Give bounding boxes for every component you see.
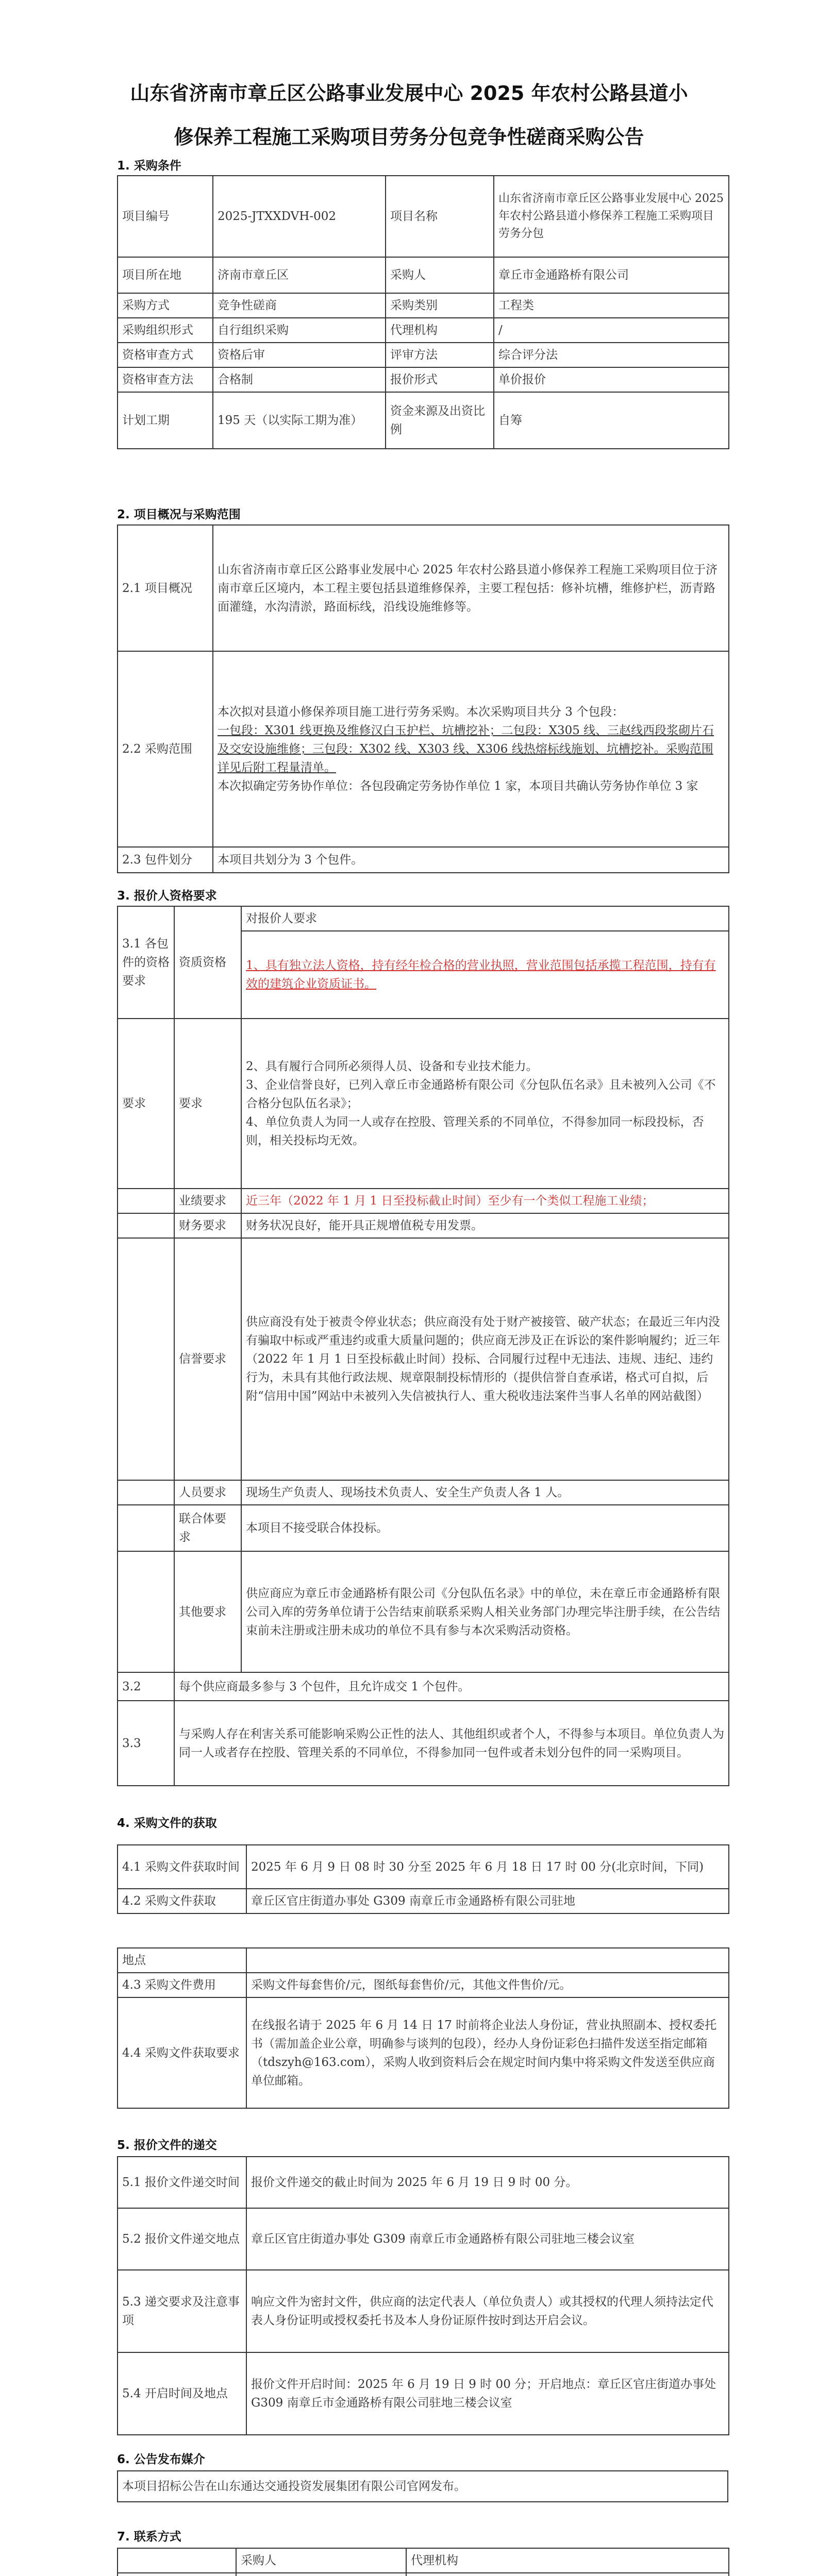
cell-value: 采购文件每套售价/元，图纸每套售价/元，其他文件售价/元。 bbox=[246, 1973, 729, 1997]
cell-sublabel: 其他要求 bbox=[174, 1551, 241, 1672]
title-line-2: 修保养工程施工采购项目劳务分包竞争性磋商采购公告 bbox=[174, 126, 644, 148]
table-row bbox=[118, 1889, 729, 1913]
cell-label: 3.3 bbox=[118, 1701, 174, 1786]
cell-value: 章丘区官庄街道办事处 G309 南章丘市金通路桥有限公司驻地三楼会议室 bbox=[246, 2208, 729, 2270]
cell-label: 采购组织形式 bbox=[118, 318, 213, 343]
cell-value bbox=[241, 1019, 729, 1189]
table-row bbox=[118, 1213, 729, 1238]
cell-label: 项目名称 bbox=[386, 176, 494, 257]
bid-submission-table bbox=[117, 2156, 729, 2435]
cell-value: 财务状况良好，能开具正规增值税专用发票。 bbox=[241, 1213, 729, 1238]
cell-value bbox=[236, 2573, 406, 2576]
table-row bbox=[118, 293, 729, 318]
cell-value: 本项目不接受联合体投标。 bbox=[241, 1505, 729, 1551]
table-row bbox=[118, 1505, 729, 1551]
cell-value: 现场生产负责人、现场技术负责人、安全生产负责人各 1 人。 bbox=[241, 1480, 729, 1505]
procurement-conditions-table bbox=[117, 175, 729, 449]
table-row bbox=[118, 343, 729, 367]
cell-value: 章丘区官庄街道办事处 G309 南章丘市金通路桥有限公司驻地 bbox=[246, 1889, 729, 1913]
cell-label: 地点 bbox=[118, 1948, 246, 1973]
table-row bbox=[118, 2208, 729, 2270]
cell-label bbox=[118, 2573, 236, 2576]
title-line-1: 山东省济南市章丘区公路事业发展中心 2025 年农村公路县道小 bbox=[130, 82, 688, 105]
cell-label: 4.3 采购文件费用 bbox=[118, 1973, 246, 1997]
cell-value: 2025-JTXXDVH-002 bbox=[213, 176, 386, 257]
cell-value: 供应商应为章丘市金通路桥有限公司《分包队伍名录》中的单位，未在章丘市金通路桥有限公司入库的劳务单位请于公告结束前联系采购人相关业务部门办理完毕注册手续，在公告结束前未注册或注册未成功的单位不具有参与本次采购活动资格。 bbox=[241, 1551, 729, 1672]
cell-value: 工程类 bbox=[494, 293, 729, 318]
cell-label: 计划工期 bbox=[118, 392, 213, 449]
table-row bbox=[118, 367, 729, 392]
cell-value: 综合评分法 bbox=[494, 343, 729, 367]
cell-sublabel: 财务要求 bbox=[174, 1213, 241, 1238]
cell-label: 5.3 递交要求及注意事项 bbox=[118, 2270, 246, 2352]
cell-value: 山东省济南市章丘区公路事业发展中心 2025 年农村公路县道小修保养工程施工采购项目位于济南市章丘区境内，本工程主要包括县道维修保养，主要工程包括：修补坑槽，维修护栏，沥青路面灌缝，水沟清淤，路面标线，沿线设施维修等。 bbox=[213, 525, 729, 651]
column-header: 采购人 bbox=[236, 2548, 406, 2573]
cell-value: 山东省济南市章丘区公路事业发展中心 2025 年农村公路县道小修保养工程施工采购项目劳务分包 bbox=[494, 176, 729, 257]
column-header: 代理机构 bbox=[406, 2548, 729, 2573]
cell-value: 本项目招标公告在山东通达交通投资发展集团有限公司官网发布。 bbox=[118, 2471, 728, 2502]
req-item-3: 3、企业信誉良好，已列入章丘市金通路桥有限公司《分包队伍名录》且未被列入公司《不合格分包队伍名录》； bbox=[246, 1078, 716, 1110]
cell-label: 采购方式 bbox=[118, 293, 213, 318]
table-row bbox=[118, 847, 729, 873]
table-row bbox=[118, 1238, 729, 1480]
scope-paragraph-2: 一包段：X301 线更换及维修汉白玉护栏、坑槽挖补；二包段：X305 线、三赵线西段浆砌片石及交安设施维修；三包段：X302 线、X303 线、X306 线热熔标线施划、坑槽挖补。采购范围详见后附工程量清单。 bbox=[218, 724, 714, 774]
qualification-table bbox=[117, 906, 729, 1786]
cell-value: / bbox=[494, 318, 729, 343]
cell-value: 自筹 bbox=[494, 392, 729, 449]
section-6-heading: 6. 公告发布媒介 bbox=[117, 2453, 205, 2466]
cell-label: 2.2 采购范围 bbox=[118, 651, 213, 847]
table-row bbox=[118, 1997, 729, 2108]
table-row bbox=[118, 1845, 729, 1889]
table-row bbox=[118, 176, 729, 257]
cell-label: 2.3 包件划分 bbox=[118, 847, 213, 873]
cell-label: 4.1 采购文件获取时间 bbox=[118, 1845, 246, 1889]
cell-value: 单价报价 bbox=[494, 367, 729, 392]
cell-value: 1、具有独立法人资格，持有经年检合格的营业执照，营业范围包括承揽工程范围，持有有效的建筑企业资质证书。 bbox=[241, 931, 729, 1019]
table-row bbox=[118, 257, 729, 293]
cell-label: 3.1 各包件的资格要求 bbox=[118, 906, 174, 1019]
table-row bbox=[118, 525, 729, 651]
cell-label: 资格审查方式 bbox=[118, 343, 213, 367]
cell-label: 资金来源及出资比例 bbox=[386, 392, 494, 449]
cell-label: 2.1 项目概况 bbox=[118, 525, 213, 651]
cell-sublabel: 业绩要求 bbox=[174, 1189, 241, 1213]
table-row bbox=[118, 392, 729, 449]
table-row bbox=[118, 651, 729, 847]
document-acquisition-table-a bbox=[117, 1844, 729, 1914]
cell-label: 报价形式 bbox=[386, 367, 494, 392]
cell-head: 对报价人要求 bbox=[241, 906, 729, 931]
cell-label: 要求 bbox=[118, 1019, 174, 1189]
section-1-heading: 1. 采购条件 bbox=[117, 159, 181, 173]
table-row bbox=[118, 2157, 729, 2208]
cell-value: 报价文件递交的截止时间为 2025 年 6 月 19 日 9 时 00 分。 bbox=[246, 2157, 729, 2208]
cell-value: 在线报名请于 2025 年 6 月 14 日 17 时前将企业法人身份证，营业执照副本、授权委托书（需加盖企业公章，明确参与谈判的包段），经办人身份证彩色扫描件发送至指定邮箱（tdszyh@163.com），采购人收到资料后会在规定时间内集中将采购文件发送至供应商单位邮箱。 bbox=[246, 1997, 729, 2108]
cell-value: 与采购人存在利害关系可能影响采购公正性的法人、其他组织或者个人，不得参与本项目。单位负责人为同一人或者存在控股、管理关系的不同单位，不得参加同一包件或者未划分包件的同一采购项目。 bbox=[174, 1701, 729, 1786]
cell-label: 4.2 采购文件获取 bbox=[118, 1889, 246, 1913]
cell-label: 项目所在地 bbox=[118, 257, 213, 293]
cell-label: 项目编号 bbox=[118, 176, 213, 257]
cell-value: 资格后审 bbox=[213, 343, 386, 367]
cell-value: 自行组织采购 bbox=[213, 318, 386, 343]
document-acquisition-table-b bbox=[117, 1947, 729, 2109]
table-row bbox=[118, 1019, 729, 1189]
scope-paragraph-3: 本次拟确定劳务协作单位：各包段确定劳务协作单位 1 家，本项目共确认劳务协作单位 3 家 bbox=[218, 779, 698, 793]
table-row bbox=[118, 2548, 729, 2573]
cell-label: 5.1 报价文件递交时间 bbox=[118, 2157, 246, 2208]
publication-media-table bbox=[117, 2470, 728, 2502]
cell-label: 采购人 bbox=[386, 257, 494, 293]
cell-label: 4.4 采购文件获取要求 bbox=[118, 1997, 246, 2108]
cell-value: 章丘市金通路桥有限公司 bbox=[494, 257, 729, 293]
table-row bbox=[118, 1701, 729, 1786]
cell-label: 5.2 报价文件递交地点 bbox=[118, 2208, 246, 2270]
cell-sublabel: 要求 bbox=[174, 1019, 241, 1189]
section-3-heading: 3. 报价人资格要求 bbox=[117, 889, 217, 903]
cell-label: 采购类别 bbox=[386, 293, 494, 318]
table-row bbox=[118, 1973, 729, 1997]
cell-label: 代理机构 bbox=[386, 318, 494, 343]
req-item-4: 4、单位负责人为同一人或存在控股、管理关系的不同单位，不得参加同一标段投标，否则，相关投标均无效。 bbox=[246, 1115, 704, 1147]
cell-sublabel: 资质资格 bbox=[174, 906, 241, 1019]
cell-value bbox=[213, 651, 729, 847]
cell-value bbox=[406, 2573, 729, 2576]
cell-label: 3.2 bbox=[118, 1672, 174, 1701]
cell-label: 5.4 开启时间及地点 bbox=[118, 2352, 246, 2435]
cell-label: 评审方法 bbox=[386, 343, 494, 367]
table-row bbox=[118, 2471, 728, 2502]
cell-value: 报价文件开启时间：2025 年 6 月 19 日 9 时 00 分；开启地点：章丘区官庄街道办事处 G309 南章丘市金通路桥有限公司驻地三楼会议室 bbox=[246, 2352, 729, 2435]
table-row bbox=[118, 2573, 729, 2576]
section-5-heading: 5. 报价文件的递交 bbox=[117, 2139, 217, 2152]
contact-table bbox=[117, 2548, 729, 2576]
table-row bbox=[118, 1672, 729, 1701]
table-row bbox=[118, 1551, 729, 1672]
cell-value: 2025 年 6 月 9 日 08 时 30 分至 2025 年 6 月 18 日 17 时 00 分(北京时间，下同) bbox=[246, 1845, 729, 1889]
cell-value: 竞争性磋商 bbox=[213, 293, 386, 318]
table-row bbox=[118, 1480, 729, 1505]
cell-value: 合格制 bbox=[213, 367, 386, 392]
cell-value: 每个供应商最多参与 3 个包件，且允许成交 1 个包件。 bbox=[174, 1672, 729, 1701]
table-row bbox=[118, 1189, 729, 1213]
table-row bbox=[118, 2352, 729, 2435]
cell-value: 本项目共划分为 3 个包件。 bbox=[213, 847, 729, 873]
table-row bbox=[118, 2270, 729, 2352]
cell-value: 响应文件为密封文件，供应商的法定代表人（单位负责人）或其授权的代理人须持法定代表人身份证明或授权委托书及本人身份证原件按时到达开启会议。 bbox=[246, 2270, 729, 2352]
table-row bbox=[118, 1948, 729, 1973]
cell-label: 资格审查方法 bbox=[118, 367, 213, 392]
cell-sublabel: 人员要求 bbox=[174, 1480, 241, 1505]
table-row bbox=[118, 318, 729, 343]
req-item-2: 2、具有履行合同所必须得人员、设备和专业技术能力。 bbox=[246, 1060, 538, 1073]
cell-value: 供应商没有处于被责令停业状态；供应商没有处于财产被接管、破产状态；在最近三年内没有骗取中标或严重违约或重大质量问题的；供应商无涉及正在诉讼的案件影响履约；近三年（2022 年 1 月 1 日至投标截止时间）投标、合同履行过程中无违法、违规、违纪、违约行为，未具有其他行政法规、规章限制投标情形的（提供信誉自查承诺，格式可自拟，后附“信用中国”网站中未被列入失信被执行人、重大税收违法案件当事人名单的网站截图） bbox=[241, 1238, 729, 1480]
cell-value: 近三年（2022 年 1 月 1 日至投标截止时间）至少有一个类似工程施工业绩； bbox=[241, 1189, 729, 1213]
scope-paragraph-1: 本次拟对县道小修保养项目施工进行劳务采购。本次采购项目共分 3 个包段： bbox=[218, 705, 624, 719]
project-overview-table bbox=[117, 524, 729, 873]
cell-value: 195 天（以实际工期为准） bbox=[213, 392, 386, 449]
section-7-heading: 7. 联系方式 bbox=[117, 2530, 181, 2544]
cell-sublabel: 信誉要求 bbox=[174, 1238, 241, 1480]
table-row bbox=[118, 906, 729, 931]
section-2-heading: 2. 项目概况与采购范围 bbox=[117, 508, 241, 521]
cell-value: 济南市章丘区 bbox=[213, 257, 386, 293]
cell-sublabel: 联合体要求 bbox=[174, 1505, 241, 1551]
section-4-heading: 4. 采购文件的获取 bbox=[117, 1817, 217, 1830]
